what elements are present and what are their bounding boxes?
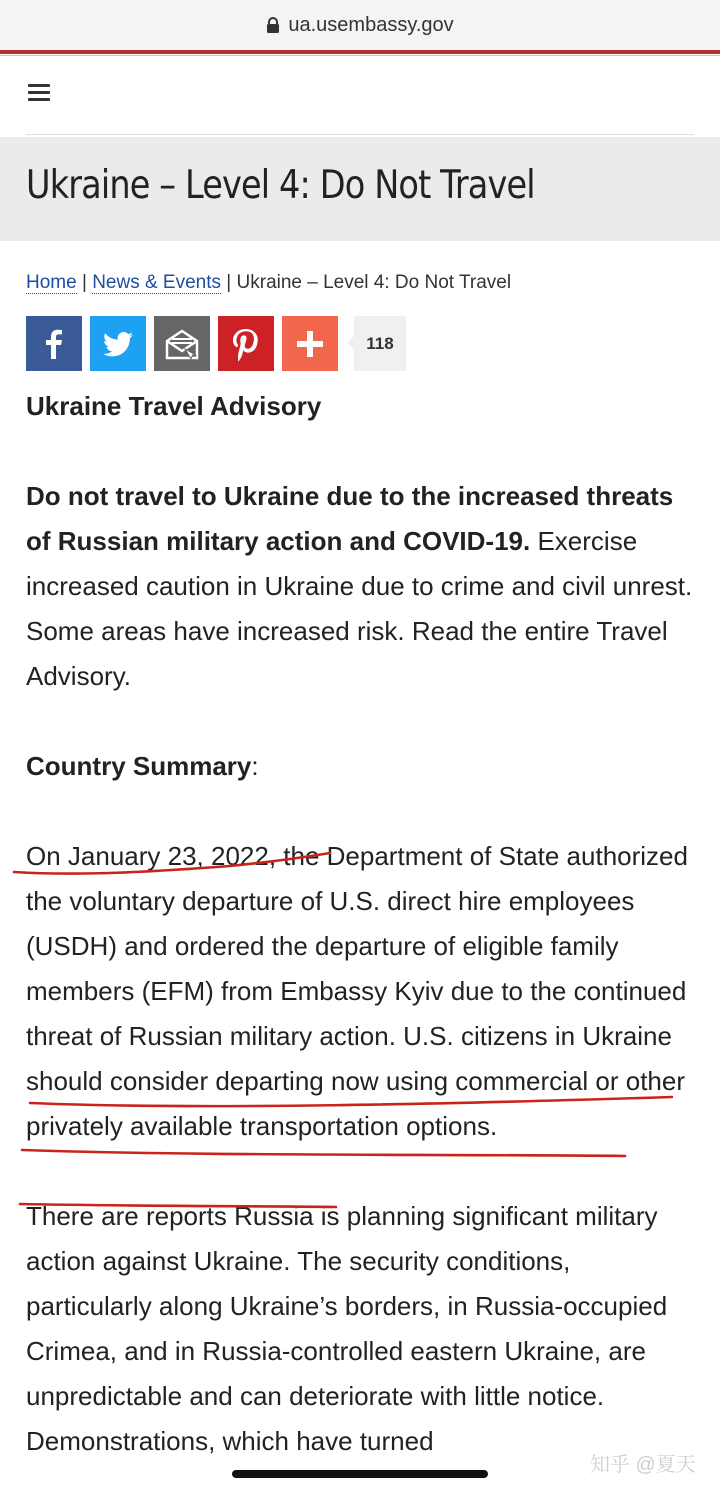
twitter-share-button[interactable] xyxy=(90,316,146,371)
breadcrumb xyxy=(26,272,511,294)
address-bar[interactable] xyxy=(0,0,720,50)
url-text: ua.usembassy.gov xyxy=(288,13,454,36)
breadcrumb-news-link[interactable]: News & Events xyxy=(92,272,222,293)
breadcrumb-home-link[interactable]: Home xyxy=(26,272,77,293)
country-summary-label: Country Summary xyxy=(26,751,252,781)
email-icon xyxy=(163,325,201,363)
plus-icon xyxy=(291,325,329,363)
intro-paragraph xyxy=(26,474,696,699)
header-divider xyxy=(26,134,694,135)
facebook-icon xyxy=(35,325,73,363)
page-title: Ukraine – Level 4: Do Not Travel xyxy=(26,163,535,208)
more-share-button[interactable] xyxy=(282,316,338,371)
divider xyxy=(0,55,720,56)
home-indicator[interactable] xyxy=(232,1470,488,1478)
breadcrumb-separator: | xyxy=(226,272,232,293)
lock-icon xyxy=(266,17,280,33)
advisory-heading: Ukraine Travel Advisory xyxy=(26,391,322,421)
security-paragraph: There are reports Russia is planning significant military action against Ukraine. The security conditions, particularly along Ukraine’s borders, in Russia-occupied Crimea, and in Russia-controlled eastern Ukraine, are unpredictable and can deteriorate with little notice. Demonstrations, which have turned xyxy=(26,1201,668,1456)
share-count: 118 xyxy=(354,316,406,371)
breadcrumb-current: Ukraine – Level 4: Do Not Travel xyxy=(236,272,512,293)
page-title-band xyxy=(0,137,720,241)
summary-text: On January 23, 2022, the Department of State authorized the voluntary departure of U.S. direct hire employees (USDH) and ordered the departure of eligible family members (EFM) from Embassy Kyiv due to the continued threat of Russian military action. xyxy=(26,841,688,1051)
intro-bold-text: Do not travel to Ukraine due to the increased threats of Russian military action and COVID-19. xyxy=(26,481,674,556)
hamburger-menu-icon[interactable] xyxy=(28,84,50,106)
pinterest-share-button[interactable] xyxy=(218,316,274,371)
facebook-share-button[interactable] xyxy=(26,316,82,371)
intro-text: Exercise increased caution in Ukraine due to crime and civil unrest. Some areas have increased risk. Read the entire Travel Advisory. xyxy=(26,526,693,691)
summary-highlighted-text: U.S. citizens in Ukraine should consider departing now using commercial or other privately available transportation options. xyxy=(26,1021,686,1141)
share-bar xyxy=(26,316,406,371)
email-share-button[interactable] xyxy=(154,316,210,371)
article-body xyxy=(26,384,696,1464)
summary-paragraph xyxy=(26,834,696,1149)
twitter-icon xyxy=(99,325,137,363)
pinterest-icon xyxy=(227,325,265,363)
country-summary-heading xyxy=(26,744,696,789)
breadcrumb-separator: | xyxy=(81,272,87,293)
watermark: 知乎 @夏天 xyxy=(590,1454,696,1476)
country-summary-colon: : xyxy=(251,751,259,781)
accent-divider xyxy=(0,50,720,54)
